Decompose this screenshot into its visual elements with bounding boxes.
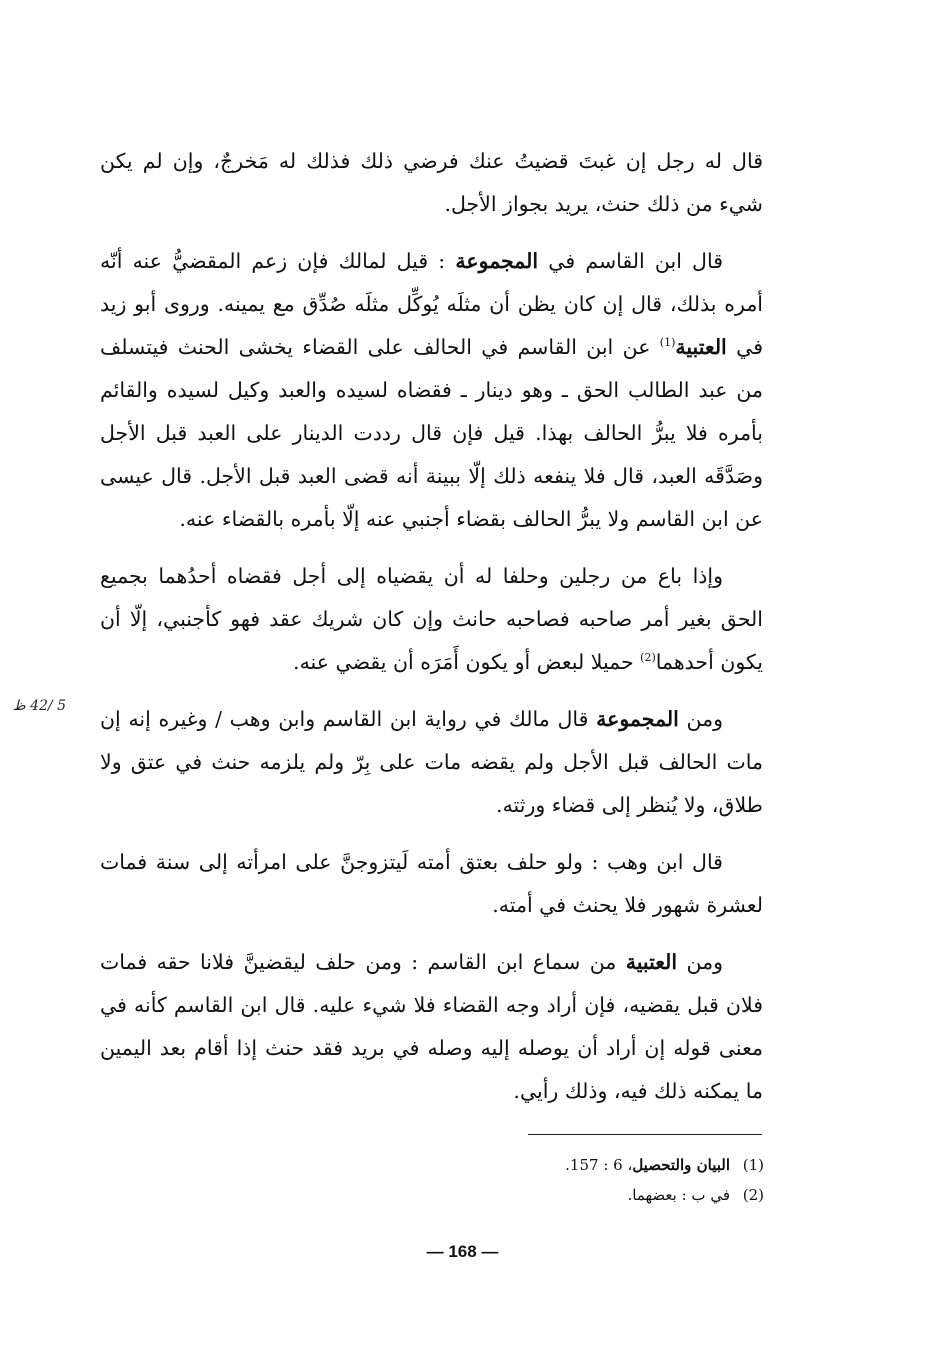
text-run: قال له رجل إن غبتَ قضيتُ عنك فرضي ذلك فذلك له مَخرجٌ، وإن لم يكن شيء من ذلك حنث، يريد بجواز الأجل. xyxy=(100,149,763,216)
text-run: قال مالك في رواية ابن القاسم وابن وهب / وغيره إنه إن مات الحالف قبل الأجل ولم يقضه مات على بِرّ ولم يلزمه حنث في عتق ولا طلاق، ولا يُنظر إلى قضاء ورثته. xyxy=(100,707,763,817)
text-run: ومن xyxy=(678,707,723,731)
paragraph xyxy=(100,140,763,226)
footnote-number: (2) xyxy=(742,1186,764,1204)
paragraph xyxy=(100,240,763,541)
paragraph xyxy=(100,941,763,1113)
footnote-separator xyxy=(528,1134,762,1135)
paragraph xyxy=(100,555,763,684)
text-run: وإذا باع من رجلين وحلفا له أن يقضياه إلى أجل فقضاه أحدُهما بجميع الحق بغير أمر صاحبه فصاحبه حانث وإن كان شريك عقد فهو كأجنبي، إلّا أن يكون أحدهما xyxy=(100,564,763,674)
main-text xyxy=(100,140,763,1127)
bold-term: المجموعة xyxy=(455,249,539,273)
text-run: : قيل لمالك فإن زعم المقضيُّ عنه أنّه أمره بذلك، قال إن كان يظن أن مثلَه يُوكِّل مثلَه صُدِّق مع يمينه. وروى أبو زيد في xyxy=(100,249,763,359)
page-number: — 168 — xyxy=(426,1242,499,1261)
footnotes xyxy=(400,1150,764,1210)
footnote xyxy=(400,1180,764,1210)
footnote xyxy=(400,1150,764,1180)
bold-term: البيان والتحصيل xyxy=(632,1156,730,1174)
footnote-number: (1) xyxy=(742,1156,764,1174)
bold-term: المجموعة xyxy=(596,707,679,731)
bold-term: العتبية xyxy=(625,950,678,974)
bold-term: العتبية xyxy=(675,335,727,359)
footnote-marker: (2) xyxy=(640,651,656,665)
text-run: في ب : بعضهما. xyxy=(627,1186,730,1204)
text-run: حميلا لبعض أو يكون أَمَرَه أن يقضي عنه. xyxy=(293,650,641,674)
text-run: ، 6 : 157. xyxy=(565,1156,633,1174)
text-run: ومن xyxy=(677,950,723,974)
text-run: عن ابن القاسم في الحالف على القضاء يخشى الحنث فيتسلف من عبد الطالب الحق ـ وهو دينار ـ فقضاه لسيده والعبد وكيل لسيده والقائم بأمره فلا يبرُّ الحالف بهذا. قيل فإن قال رددت الدينار على العبد قبل الأجل وصَدَّقَه العبد، قال فلا ينفعه ذلك إلّا ببينة أنه قضى العبد قبل الأجل. قال عيسى عن ابن القاسم ولا يبرُّ الحالف بقضاء أجنبي عنه إلّا بأمره بالقضاء عنه. xyxy=(100,335,763,531)
paragraph xyxy=(100,841,763,927)
margin-folio-note: 5 /42 ظ xyxy=(12,698,66,714)
footnote-marker: (1) xyxy=(659,336,676,350)
paragraph xyxy=(100,698,763,827)
text-run: قال ابن القاسم في xyxy=(538,249,724,273)
text-run: من سماع ابن القاسم : ومن حلف ليقضينَّ فلانا حقه فمات فلان قبل يقضيه، فإن أراد وجه القضاء فلا شيء عليه. قال ابن القاسم كأنه في معنى قوله إن أراد أن يوصله إليه وصله في بريد فقد حنث إذا أقام بعد اليمين ما يمكنه ذلك فيه، وذلك رأيي. xyxy=(100,950,763,1103)
text-run: قال ابن وهب : ولو حلف بعتق أمته لَيتزوجنَّ على امرأته إلى سنة فمات لعشرة شهور فلا يحنث في أمته. xyxy=(100,850,763,917)
